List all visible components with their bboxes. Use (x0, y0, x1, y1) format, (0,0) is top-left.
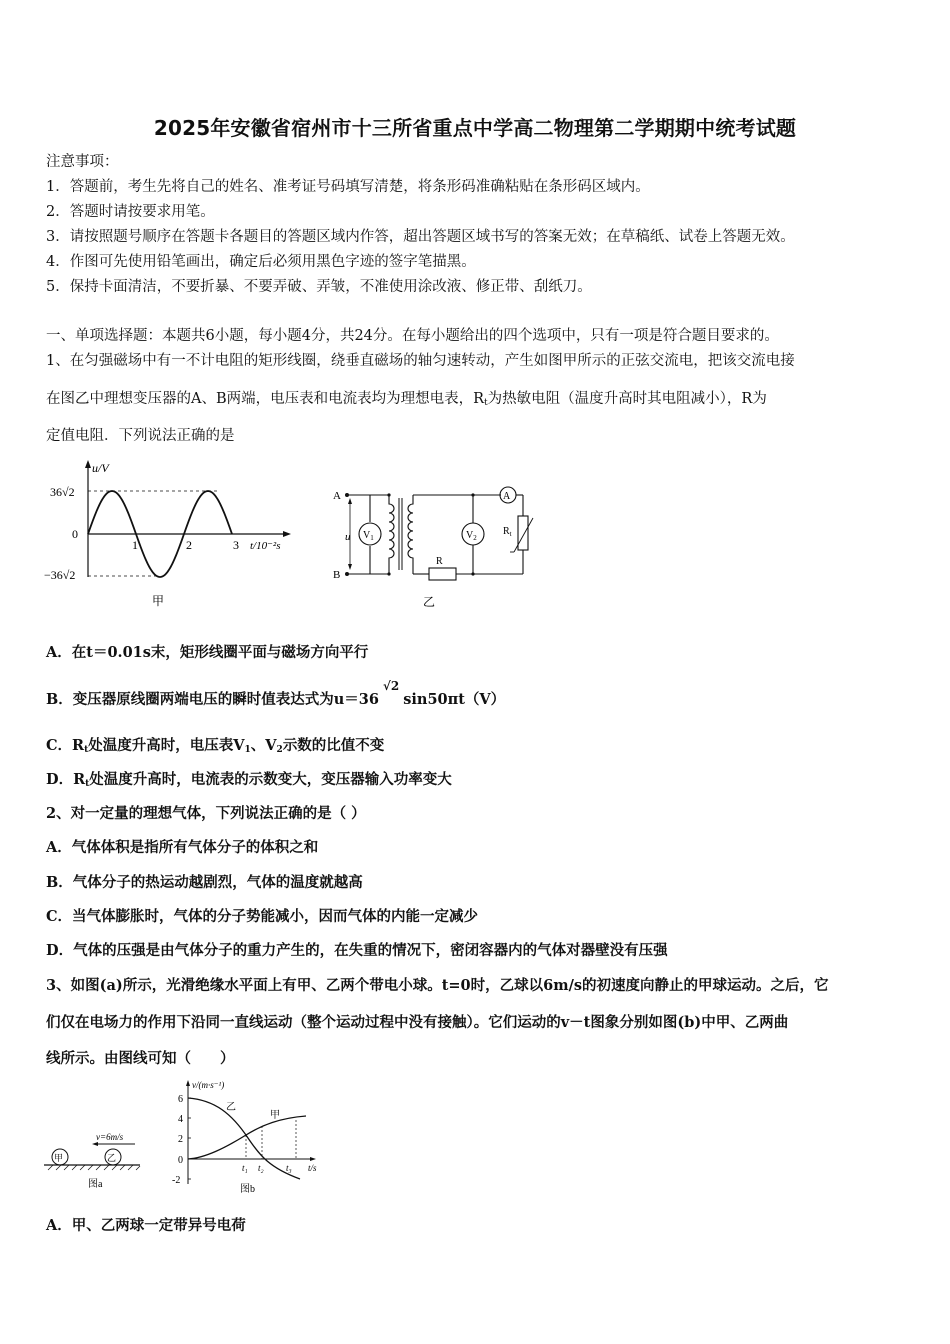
yi-u-label: u (345, 531, 351, 543)
q3-figure-a (40, 1120, 150, 1195)
yi-thermistor (518, 516, 528, 550)
jia-y-max-label: 36√2 (50, 485, 75, 499)
q1-option-a: A．在t＝0.01s末，矩形线圈平面与磁场方向平行 (46, 644, 369, 661)
fig-b-y-tick-4: 4 (178, 1114, 183, 1125)
fig-b-y-tick-0: 0 (178, 1155, 183, 1166)
jia-x-tick-2: 2 (186, 538, 192, 552)
q1-figure-jia (40, 455, 305, 615)
jia-origin-label: 0 (72, 527, 78, 541)
q1-option-b: B．变压器原线圈两端电压的瞬时值表达式为$u=36^{√2}\sin 50\pi t(V)$ (46, 679, 506, 708)
fig-b-y-tick-6: 6 (178, 1094, 183, 1105)
jia-y-arrow (85, 460, 91, 468)
q3-stem-line1: 3、如图(a)所示，光滑绝缘水平面上有甲、乙两个带电小球。t=0时，乙球以6m/s的初速度向静止的甲球运动。之后，它 (46, 977, 829, 994)
q1-stem-line1: 1、在匀强磁场中有一不计电阻的矩形线圈，绕垂直磁场的轴匀速转动，产生如图甲所示的正弦交流电，把该交流电接 (46, 353, 795, 369)
fig-a-velocity-label: v=6m/s (96, 1132, 124, 1142)
fig-b-curve-yi-label: 乙 (226, 1102, 236, 1113)
yi-rt-label: $R_t$ (503, 526, 512, 538)
q1-option-c: C．$R_t$处温度升高时，电压表$V_1$、$V_2$示数的比值不变 (46, 737, 385, 755)
notice-item-1: 1．答题前，考生先将自己的姓名、准考证号码填写清楚，将条形码准确粘贴在条形码区域内。 (46, 179, 650, 195)
notice-item-3: 3．请按照题号顺序在答题卡各题目的答题区域内作答，超出答题区域书写的答案无效；在草稿纸、试卷上答题无效。 (46, 229, 795, 245)
fig-b-caption: 图b (240, 1184, 255, 1195)
q3-figure-b (160, 1076, 335, 1196)
notice-item-4: 4．作图可先使用铅笔画出，确定后必须用黑色字迹的签字笔描黑。 (46, 254, 476, 270)
jia-x-tick-1: 1 (132, 538, 138, 552)
section-heading: 一、单项选择题：本题共6小题，每小题4分，共24分。在每小题给出的四个选项中，只有一项是符合题目要求的。 (46, 328, 779, 344)
fig-b-y-label: v/(m·s⁻¹) (192, 1080, 225, 1090)
jia-x-label: t/10⁻²s (250, 540, 281, 552)
q2-option-a: A．气体体积是指所有气体分子的体积之和 (46, 839, 319, 856)
yi-terminal-b: B (333, 569, 341, 581)
q3-stem-line3: 线所示。由图线可知（ ） (46, 1050, 235, 1067)
page-title: 2025年安徽省宿州市十三所省重点中学高二物理第二学期期中统考试题 (153, 116, 797, 140)
q1-stem-line3: 定值电阻．下列说法正确的是 (46, 428, 235, 444)
notice-heading: 注意事项： (46, 154, 119, 170)
fig-b-x-label: t/s (308, 1163, 317, 1173)
yi-caption: 乙 (423, 595, 436, 609)
yi-resistor-r (429, 568, 456, 580)
q1-stem-line2: 在图乙中理想变压器的A、B两端，电压表和电流表均为理想电表，$R_t$为热敏电阻（温度升高时其电阻减小），R为 (46, 391, 767, 408)
jia-y-label: u/V (92, 461, 109, 475)
jia-y-min-label: −36√2 (44, 568, 76, 582)
q2-option-d: D．气体的压强是由气体分子的重力产生的，在失重的情况下，密闭容器内的气体对器壁没有压强 (46, 942, 668, 959)
q2-option-b: B．气体分子的热运动越剧烈，气体的温度就越高 (46, 874, 363, 891)
yi-ammeter-label: A (503, 491, 511, 502)
q1-figure-yi (325, 478, 545, 613)
notice-item-2: 2．答题时请按要求用笔。 (46, 204, 215, 220)
fig-b-x-tick-t1: t₁ (242, 1163, 248, 1173)
yi-v2-label: $V_2$ (466, 530, 477, 542)
q3-option-a: A．甲、乙两球一定带异号电荷 (46, 1217, 246, 1234)
fig-a-caption: 图a (88, 1179, 103, 1190)
fig-b-x-tick-t3: t₃ (286, 1163, 292, 1173)
q2-stem: 2、对一定量的理想气体，下列说法正确的是（ ） (46, 805, 366, 822)
fig-b-y-tick-2: 2 (178, 1134, 183, 1145)
fig-b-x-tick-t2: t₂ (258, 1163, 264, 1173)
yi-primary-coil (389, 495, 394, 574)
fig-a-ball-jia-label: 甲 (54, 1153, 64, 1163)
fig-b-curve-jia-label: 甲 (270, 1110, 280, 1121)
fig-b-y-tick-neg2: -2 (172, 1175, 181, 1186)
yi-secondary-coil (408, 495, 413, 574)
yi-terminal-a: A (333, 490, 341, 502)
yi-v1-label: $V_1$ (363, 530, 374, 542)
jia-caption: 甲 (152, 594, 165, 608)
q2-option-c: C．当气体膨胀时，气体的分子势能减小，因而气体的内能一定减少 (46, 908, 479, 925)
jia-x-tick-3: 3 (233, 538, 239, 552)
q3-stem-line2: 们仅在电场力的作用下沿同一直线运动（整个运动过程中没有接触）。它们运动的v－t图象分别如图(b)中甲、乙两曲 (46, 1014, 789, 1031)
jia-x-arrow (283, 531, 291, 537)
fig-a-hatching (48, 1165, 140, 1170)
fig-a-ball-yi-label: 乙 (107, 1153, 117, 1163)
q1-option-d: D．$R_t$处温度升高时，电流表的示数变大，变压器输入功率变大 (46, 771, 452, 789)
notice-item-5: 5．保持卡面清洁，不要折暴、不要弄破、弄皱，不准使用涂改液、修正带、刮纸刀。 (46, 279, 592, 295)
yi-r-label: R (436, 556, 443, 567)
